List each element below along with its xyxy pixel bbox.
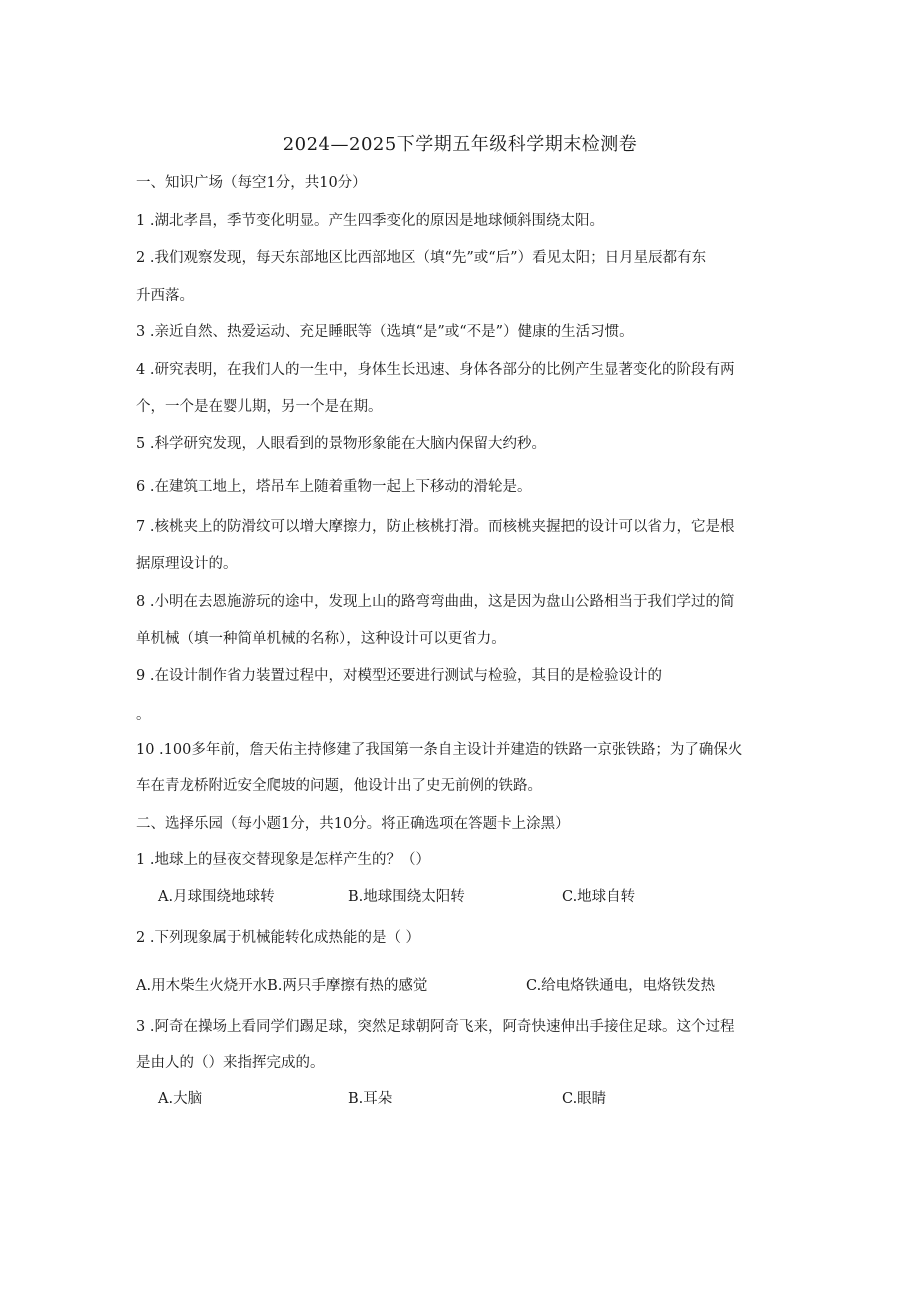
- question-2-1-option-c: C.地球自转: [562, 889, 636, 905]
- question-2-1-stem: 1 .地球上的昼夜交替现象是怎样产生的？（）: [136, 852, 430, 868]
- question-1-6: 6 .在建筑工地上，塔吊车上随着重物一起上下移动的滑轮是。: [136, 479, 532, 495]
- question-1-9-line-1: 9 .在设计制作省力装置过程中，对模型还要进行测试与检验，其目的是检验设计的: [136, 668, 662, 684]
- question-2-2-option-ab: A.用木柴生火烧开水B.两只手摩擦有热的感觉: [136, 978, 428, 994]
- question-1-8-line-2: 单机械（填一种简单机械的名称），这种设计可以更省力。: [136, 631, 506, 647]
- question-1-2-line-1: 2 .我们观察发现，每天东部地区比西部地区（填“先”或“后”）看见太阳；日月星辰都有东: [136, 250, 707, 266]
- question-1-7-line-2: 据原理设计的。: [136, 556, 238, 572]
- question-1-4-line-1: 4 .研究表明，在我们人的一生中，身体生长迅速、身体各部分的比例产生显著变化的阶段有两: [136, 362, 735, 378]
- question-2-3-stem-line-2: 是由人的（）来指挥完成的。: [136, 1055, 325, 1071]
- section-heading-2: 二、选择乐园（每小题1分，共10分。将正确选项在答题卡上涂黑）: [136, 816, 570, 832]
- question-2-1-option-a: A.月球围绕地球转: [158, 889, 275, 905]
- question-1-2-line-2: 升西落。: [136, 288, 194, 304]
- question-1-7-line-1: 7 .核桃夹上的防滑纹可以增大摩擦力，防止核桃打滑。而核桃夹握把的设计可以省力，它是根: [136, 519, 735, 535]
- question-1-4-line-2: 个，一个是在婴儿期，另一个是在期。: [136, 399, 383, 415]
- question-2-3-stem-line-1: 3 .阿奇在操场上看同学们踢足球，突然足球朝阿奇飞来，阿奇快速伸出手接住足球。这个过程: [136, 1019, 735, 1035]
- question-1-3: 3 .亲近自然、热爱运动、充足睡眠等（选填“是”或“不是”）健康的生活习惯。: [136, 324, 634, 340]
- question-2-3-option-b: B.耳朵: [348, 1091, 393, 1107]
- question-1-9-line-2: 。: [136, 707, 151, 723]
- question-2-1-option-b: B.地球围绕太阳转: [348, 889, 465, 905]
- question-1-10-line-2: 车在青龙桥附近安全爬坡的问题，他设计出了史无前例的铁路。: [136, 778, 542, 794]
- question-1-10-line-1: 10 .100多年前，詹天佑主持修建了我国第一条自主设计并建造的铁路一京张铁路；为了确保火: [136, 742, 743, 758]
- question-2-3-option-c: C.眼睛: [562, 1091, 607, 1107]
- question-2-3-option-a: A.大脑: [158, 1091, 203, 1107]
- section-heading-1: 一、知识广场（每空1分，共10分）: [136, 175, 367, 191]
- question-2-2-stem: 2 .下列现象属于机械能转化成热能的是（ ）: [136, 930, 421, 946]
- page-title: 2024—2025下学期五年级科学期末检测卷: [282, 134, 638, 155]
- question-1-5: 5 .科学研究发现，人眼看到的景物形象能在大脑内保留大约秒。: [136, 436, 546, 452]
- question-1-1: 1 .湖北孝昌，季节变化明显。产生四季变化的原因是地球倾斜围绕太阳。: [136, 213, 604, 229]
- question-2-2-option-c: C.给电烙铁通电，电烙铁发热: [526, 978, 716, 994]
- question-1-8-line-1: 8 .小明在去恩施游玩的途中，发现上山的路弯弯曲曲，这是因为盘山公路相当于我们学过的简: [136, 594, 735, 610]
